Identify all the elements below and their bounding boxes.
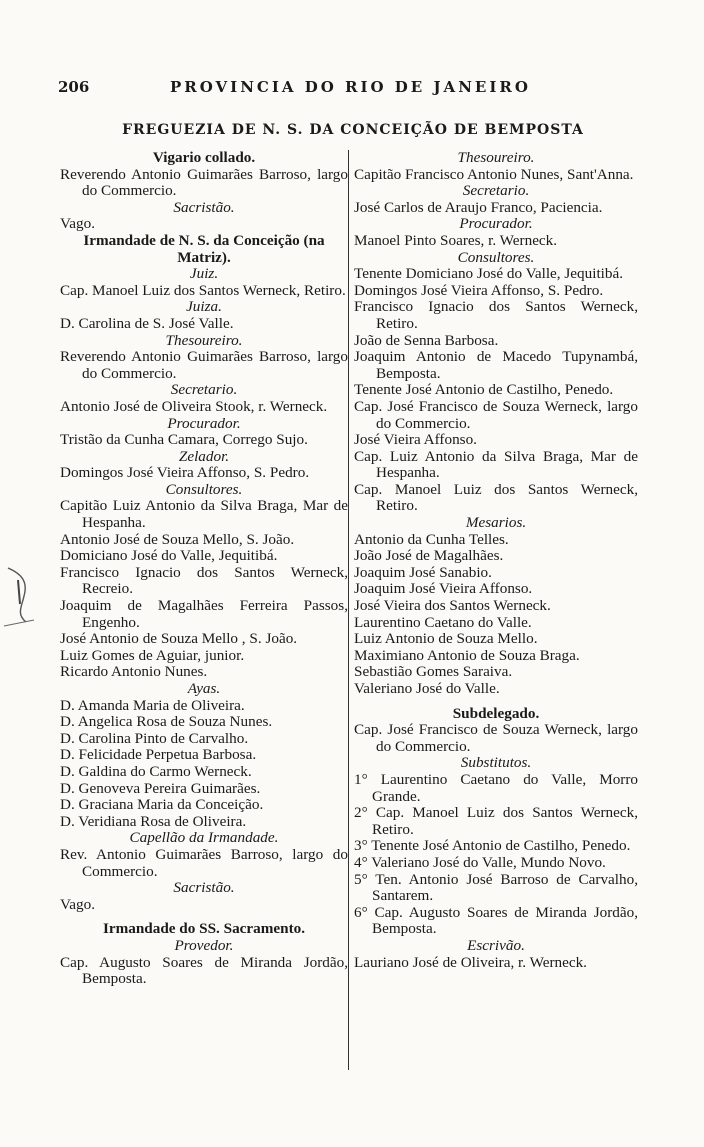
column-divider: [348, 150, 349, 1070]
list-entry: Vago.: [60, 215, 96, 233]
left-column: [60, 150, 348, 988]
list-entry: D. Genoveva Pereira Guimarães.: [60, 779, 261, 797]
list-entry: Antonio José de Souza Mello, S. João.: [60, 530, 295, 548]
list-entry: Vago.: [60, 895, 96, 913]
list-entry: José Carlos de Araujo Franco, Paciencia.: [354, 198, 603, 216]
list-entry: Luiz Antonio de Souza Mello.: [354, 630, 538, 648]
list-entry: D. Angelica Rosa de Souza Nunes.: [60, 713, 273, 731]
list-entry: Cap. Augusto Soares de Miranda Jordão, Bemposta.: [60, 953, 348, 988]
list-entry: Luiz Gomes de Aguiar, junior.: [60, 646, 245, 664]
section-heading: Irmandade de N. S. da Conceição (na Matriz).: [83, 231, 325, 266]
page-header: [58, 78, 638, 100]
list-entry: Cap. Manoel Luiz dos Santos Werneck, Retiro.: [60, 281, 346, 299]
list-entry: D. Felicidade Perpetua Barbosa.: [60, 746, 257, 764]
section-heading: Juiz.: [189, 265, 219, 283]
right-column: [354, 150, 638, 971]
list-entry: Joaquim de Magalhães Ferreira Passos, Engenho.: [60, 597, 348, 631]
section-heading: Sacristão.: [173, 879, 235, 897]
list-entry: Tristão da Cunha Camara, Corrego Sujo.: [60, 431, 308, 449]
list-entry: Domingos José Vieira Affonso, S. Pedro.: [60, 464, 310, 482]
list-entry: José Antonio de Souza Mello , S. João.: [60, 630, 298, 648]
section-heading: Consultores.: [165, 480, 243, 498]
list-entry: João de Senna Barbosa.: [354, 331, 499, 349]
list-entry: D. Veridiana Rosa de Oliveira.: [60, 812, 247, 830]
list-entry: 4° Valeriano José do Valle, Mundo Novo.: [354, 853, 606, 871]
list-entry: Tenente José Antonio de Castilho, Penedo.: [354, 381, 614, 399]
list-entry: Cap. José Francisco de Souza Werneck, largo do Commercio.: [354, 397, 638, 432]
list-entry: José Vieira dos Santos Werneck.: [354, 597, 551, 615]
section-heading: Procurador.: [167, 414, 241, 432]
list-entry: Cap. Luiz Antonio da Silva Braga, Mar de Hespanha.: [354, 447, 638, 482]
list-entry: Joaquim José Vieira Affonso.: [354, 580, 533, 598]
section-heading: Irmandade do SS. Sacramento.: [102, 920, 306, 938]
list-entry: Cap. Manoel Luiz dos Santos Werneck, Retiro.: [354, 480, 638, 515]
list-entry: Francisco Ignacio dos Santos Werneck, Retiro.: [354, 298, 638, 332]
list-entry: Reverendo Antonio Guimarães Barroso, largo do Commercio.: [60, 165, 348, 200]
section-heading: Juiza.: [186, 298, 222, 316]
section-heading: Secretario.: [462, 182, 530, 200]
list-entry: Ricardo Antonio Nunes.: [60, 663, 208, 681]
list-entry: Cap. José Francisco de Souza Werneck, largo do Commercio.: [354, 721, 638, 755]
list-entry: Capitão Francisco Antonio Nunes, Sant'Anna.: [354, 165, 634, 183]
section-heading: Ayas.: [187, 680, 221, 697]
running-title: PROVINCIA DO RIO DE JANEIRO: [170, 78, 531, 96]
list-entry: Capitão Luiz Antonio da Silva Braga, Mar de Hespanha.: [60, 497, 348, 532]
section-heading: Procurador.: [459, 215, 533, 233]
section-heading: Mesarios.: [465, 514, 527, 532]
section-heading: Secretario.: [170, 381, 238, 399]
list-entry: D. Amanda Maria de Oliveira.: [60, 696, 245, 714]
list-entry: Sebastião Gomes Saraiva.: [354, 663, 513, 681]
list-entry: Antonio da Cunha Telles.: [354, 530, 509, 548]
list-entry: 2° Cap. Manoel Luiz dos Santos Werneck, Retiro.: [354, 804, 638, 838]
section-heading: Substitutos.: [460, 754, 532, 772]
section-heading: Consultores.: [457, 248, 535, 266]
list-entry: D. Galdina do Carmo Werneck.: [60, 762, 252, 780]
margin-bracket-mark: [0, 560, 40, 630]
list-entry: Lauriano José de Oliveira, r. Werneck.: [354, 953, 587, 971]
list-entry: 5° Ten. Antonio José Barroso de Carvalho, Santarem.: [354, 870, 638, 905]
section-heading: Sacristão.: [173, 198, 235, 216]
list-entry: D. Carolina Pinto de Carvalho.: [60, 729, 249, 747]
list-entry: Antonio José de Oliveira Stook, r. Werneck.: [60, 397, 328, 415]
section-heading: Thesoureiro.: [457, 149, 535, 166]
list-entry: Maximiano Antonio de Souza Braga.: [354, 646, 580, 664]
list-entry: Domingos José Vieira Affonso, S. Pedro.: [354, 281, 604, 299]
list-entry: Reverendo Antonio Guimarães Barroso, largo do Commercio.: [60, 348, 348, 382]
list-entry: 1° Laurentino Caetano do Valle, Morro Grande.: [354, 770, 638, 805]
list-entry: Joaquim Antonio de Macedo Tupynambá, Bemposta.: [354, 348, 638, 382]
list-entry: 3° Tenente José Antonio de Castilho, Penedo.: [354, 837, 631, 855]
list-entry: D. Carolina de S. José Valle.: [60, 314, 234, 332]
list-entry: Domiciano José do Valle, Jequitibá.: [60, 547, 278, 565]
list-entry: Tenente Domiciano José do Valle, Jequitibá.: [354, 265, 624, 283]
section-heading: Thesoureiro.: [165, 331, 243, 349]
page-number: 206: [58, 78, 90, 96]
list-entry: Francisco Ignacio dos Santos Werneck, Recreio.: [60, 563, 348, 598]
section-title: FREGUEZIA DE N. S. DA CONCEIÇÃO DE BEMPOSTA: [122, 122, 584, 138]
section-heading: Vigario collado.: [152, 149, 256, 166]
section-heading: Escrivão.: [467, 936, 525, 954]
section-heading: Capellão da Irmandade.: [129, 829, 279, 847]
list-entry: Rev. Antonio Guimarães Barroso, largo do Commercio.: [60, 845, 348, 880]
list-entry: João José de Magalhães.: [354, 547, 504, 565]
list-entry: 6° Cap. Augusto Soares de Miranda Jordão, Bemposta.: [354, 903, 638, 938]
section-heading: Subdelegado.: [452, 704, 540, 722]
section-heading: Zelador.: [178, 447, 230, 465]
list-entry: D. Graciana Maria da Conceição.: [60, 796, 264, 814]
list-entry: Laurentino Caetano do Valle.: [354, 613, 532, 631]
list-entry: Manoel Pinto Soares, r. Werneck.: [354, 231, 558, 249]
list-entry: Valeriano José do Valle.: [354, 680, 500, 697]
list-entry: Joaquim José Sanabio.: [354, 563, 492, 581]
list-entry: José Vieira Affonso.: [354, 431, 477, 449]
section-heading: Provedor.: [174, 936, 234, 954]
